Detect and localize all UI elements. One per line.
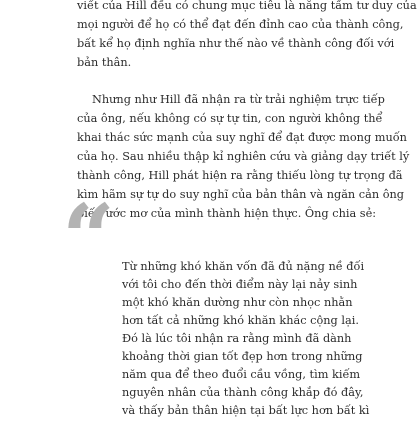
- quote-line: một khó khăn dường như còn nhọc nhằn: [122, 296, 353, 309]
- quote-line: Từ những khó khăn vốn đã đủ nặng nề đối: [122, 260, 365, 273]
- paragraph-2-line: của ông, nếu không có sự tự tin, con người không thể: [77, 112, 383, 125]
- quote-line: hơn tất cả những khó khăn khác cộng lại.: [122, 314, 359, 327]
- paragraph-1-line: bất kể họ định nghĩa như thế nào về thành công đối với: [77, 37, 395, 50]
- quote-line: Đó là lúc tôi nhận ra rằng mình đã dành: [122, 332, 352, 345]
- paragraph-2-line: thành công, Hill phát hiện ra rằng thiếu lòng tự trọng đã: [77, 169, 403, 182]
- quote-line: khoảng thời gian tốt đẹp hơn trong những: [122, 350, 363, 363]
- quote-line: nguyên nhân của thành công khắp đó đây,: [122, 386, 364, 399]
- paragraph-2-line: của họ. Sau nhiều thập kỉ nghiên cứu và giảng dạy triết lý: [77, 150, 410, 163]
- paragraph-1-line: mọi người để họ có thể đạt đến đỉnh cao của thành công,: [77, 18, 404, 31]
- paragraph-1-line: viết của Hill đều có chung mục tiêu là năng tầm tư duy của: [77, 0, 417, 12]
- quote-line: và thấy bản thân hiện tại bất lực hơn bất kì: [122, 404, 370, 417]
- paragraph-2-line: biến ước mơ của mình thành hiện thực. Ông chia sẻ:: [77, 207, 377, 220]
- quotation-mark-icon: “: [62, 184, 109, 292]
- quote-line: với tôi cho đến thời điểm này lại nảy sinh: [122, 278, 358, 291]
- paragraph-2-line: khai thác sức mạnh của suy nghĩ để đạt được mong muốn: [77, 131, 407, 144]
- paragraph-1-line: bản thân.: [77, 56, 132, 69]
- paragraph-2-line: kìm hãm sự tự do suy nghĩ của bản thân và ngăn cản ông: [77, 188, 405, 201]
- paragraph-2-line: Nhưng như Hill đã nhận ra từ trải nghiệm trực tiếp: [92, 93, 385, 106]
- quote-line: năm qua để theo đuổi cầu vồng, tìm kiếm: [122, 368, 361, 381]
